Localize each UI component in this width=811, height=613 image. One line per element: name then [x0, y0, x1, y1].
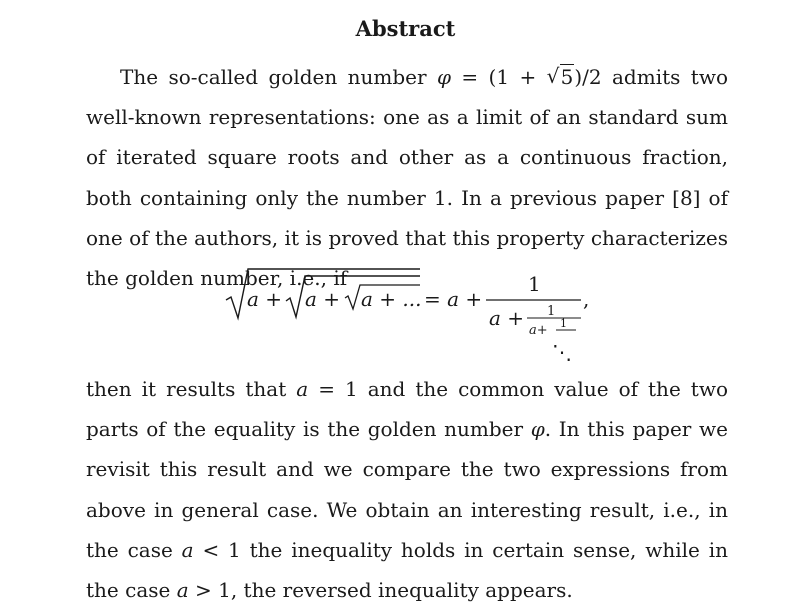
equation-rhs-start: = a +: [424, 287, 483, 311]
sub-fraction-denominator: a+: [529, 323, 548, 338]
subsub-fraction-numerator: 1: [560, 317, 567, 330]
formula-segment: = (1 +: [450, 65, 547, 89]
formula-segment: )/2: [574, 65, 602, 89]
sub-fraction-numerator: 1: [547, 304, 556, 319]
golden-number-symbol: φ: [436, 65, 451, 89]
abstract-paragraph-2: [86, 369, 728, 610]
nested-root-term-3: a + ...: [361, 287, 422, 311]
variable-a: a: [176, 578, 189, 603]
abstract-heading: Abstract: [355, 16, 456, 41]
display-equation: [0, 263, 811, 368]
equation-graphic: [0, 263, 811, 368]
sqrt-radicand: 5: [560, 65, 574, 89]
text-segment: < 1 the inequality holds in certain sense, while in the case: [86, 537, 728, 603]
text-segment: The so-called golden number: [120, 65, 437, 89]
fraction-numerator: 1: [528, 272, 541, 296]
nested-root-term-2: a +: [305, 287, 341, 311]
continuation-dots: ⋱: [552, 340, 572, 364]
text-segment: = 1 and the common value of the two parts of the equality is the golden number: [86, 377, 728, 442]
golden-number-symbol: φ: [530, 417, 545, 442]
text-segment: > 1, the reversed inequality appears.: [188, 578, 573, 603]
variable-a: a: [296, 377, 309, 401]
nested-root-term-1: a +: [247, 287, 283, 311]
equation-comma: ,: [583, 287, 590, 311]
sqrt-five: [547, 57, 575, 97]
variable-a: a: [181, 537, 194, 562]
radical-icon: √: [546, 64, 560, 88]
text-segment: . In this paper we revisit this result and we compare the two expressions from above in general case. We obtain an interesting result, i.e., in the case: [86, 417, 728, 562]
fraction-denominator: a +: [489, 306, 525, 330]
text-segment: then it results that: [86, 377, 297, 401]
text-segment: admits two well-known representations: one as a limit of an standard sum of iterated square roots and other as a continuous fraction, both containing only the number 1. In a previous paper [8] of one of the authors, it is proved that this property characterizes the golden number, i.e., if: [86, 65, 728, 291]
